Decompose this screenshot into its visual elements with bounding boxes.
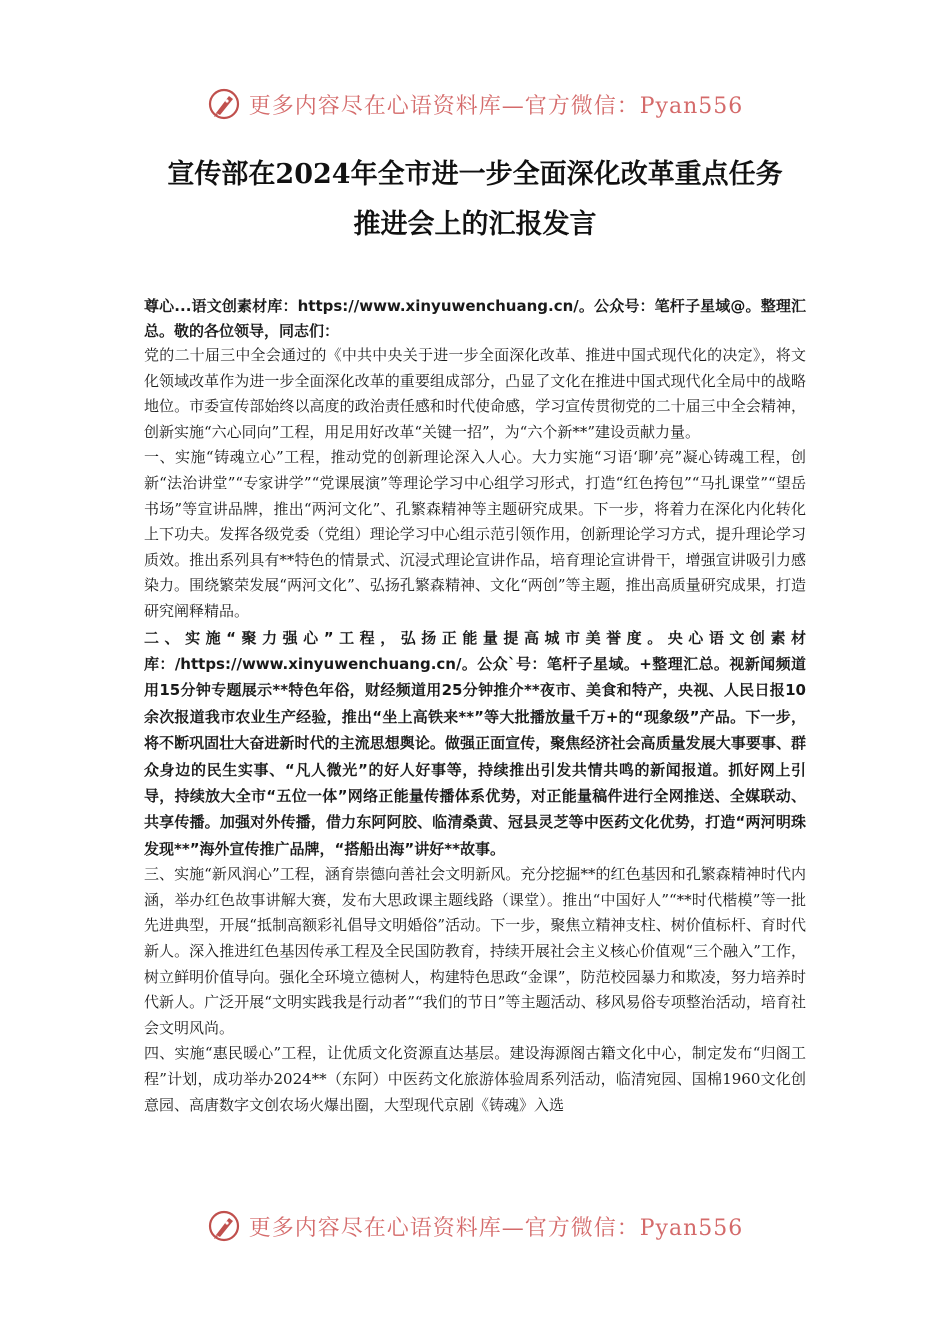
title-line-1: 宣传部在2024年全市进一步全面深化改革重点任务	[167, 159, 783, 190]
paragraph-intro: 党的二十届三中全会通过的《中共中央关于进一步全面深化改革、推进中国式现代化的决定》，将文化领域改革作为进一步全面深化改革的重要组成部分，凸显了文化在推进中国式现代化全局中的战略地位。市委宣传部始终以高度的政治责任感和时代使命感，学习宣传贯彻党的二十届三中全会精神，创新实施“六心同向”工程，用足用好改革“关键一招”，为“六个新**”建设贡献力量。	[144, 346, 806, 441]
paragraph-section-3: 三、实施“新风润心”工程，涵育崇德向善社会文明新风。充分挖掘**的红色基因和孔繁森精神时代内涵，举办红色故事讲解大赛，发布大思政课主题线路（课堂）。推出“中国好人”“**时代楷模”等一批先进典型，开展“抵制高额彩礼倡导文明婚俗”活动。下一步，聚焦立精神支柱、树价值标杆、育时代新人。深入推进红色基因传承工程及全民国防教育，持续开展社会主义核心价值观“三个融入”工作，树立鲜明价值导向。强化全环境立德树人，构建特色思政“金课”，防范校园暴力和欺凌，努力培养时代新人。广泛开展“文明实践我是行动者”“我们的节日”等主题活动、移风易俗专项整治活动，培育社会文明风尚。	[144, 865, 806, 1037]
paragraph-section-1: 一、实施“铸魂立心”工程，推动党的创新理论深入人心。大力实施“习语‘聊’亮”凝心铸魂工程，创新“法治讲堂”“专家讲学”“党课展演”等理论学习中心组学习形式，打造“红色挎包”“马扎课堂”“望岳书场”等宣讲品牌，推出“两河文化”、孔繁森精神等主题研究成果。下一步，将着力在深化内化转化上下功夫。发挥各级党委（党组）理论学习中心组示范引领作用，创新理论学习方式，提升理论学习质效。推出系列具有**特色的情景式、沉浸式理论宣讲作品，培育理论宣讲骨干，增强宣讲吸引力感染力。围绕繁荣发展“两河文化”、弘扬孔繁森精神、文化“两创”等主题，推出高质量研究成果，打造研究阐释精品。	[144, 448, 806, 620]
watermark-text: 更多内容尽在心语资料库—官方微信：Pyan556	[248, 1215, 744, 1241]
paragraph-section-4: 四、实施“惠民暖心”工程，让优质文化资源直达基层。建设海源阁古籍文化中心，制定发布“归阁工程”计划，成功举办2024**（东阿）中医药文化旅游体验周系列活动，临清宛园、国棉1960文化创意园、高唐数字文创农场火爆出圈，大型现代京剧《铸魂》入选	[144, 1044, 806, 1114]
document-title	[120, 150, 830, 250]
paragraph-salutation: 尊心...语文创素材库：https://www.xinyuwenchuang.cn/。公众号：笔杆子星域@。整理汇总。敬的各位领导，同志们：	[144, 297, 806, 340]
watermark-banner-top	[0, 84, 950, 124]
paragraph-section-2: 二、实施“聚力强心”工程，弘扬正能量提高城市美誉度。央心语文创素材库：/https://www.xinyuwenchuang.cn/。公众`号：笔杆子星域。+整理汇总。视新闻频道用15分钟专题展示**特色年俗，财经频道用25分钟推介**夜市、美食和特产，央视、人民日报10余次报道我市农业生产经验，推出“坐上高铁来**”等大批播放量千万+的“现象级”产品。下一步，将不断巩固壮大奋进新时代的主流思想舆论。做强正面宣传，聚焦经济社会高质量发展大事要事、群众身边的民生实事、“凡人微光”的好人好事等，持续推出引发共情共鸣的新闻报道。抓好网上引导，持续放大全市“五位一体”网络正能量传播体系优势，对正能量稿件进行全网推送、全媒联动、共享传播。加强对外传播，借力东阿阿胶、临清桑黄、冠县灵芝等中医药文化优势，打造“两河明珠发现**”海外宣传推广品牌，“搭船出海”讲好**故事。	[144, 628, 806, 858]
pen-nib-logo-icon	[207, 87, 241, 121]
title-line-2: 推进会上的汇报发言	[353, 209, 597, 240]
watermark-banner-bottom	[0, 1206, 950, 1246]
pen-nib-logo-icon	[207, 1209, 241, 1243]
watermark-text: 更多内容尽在心语资料库—官方微信：Pyan556	[248, 93, 744, 119]
document-body	[144, 294, 806, 1118]
